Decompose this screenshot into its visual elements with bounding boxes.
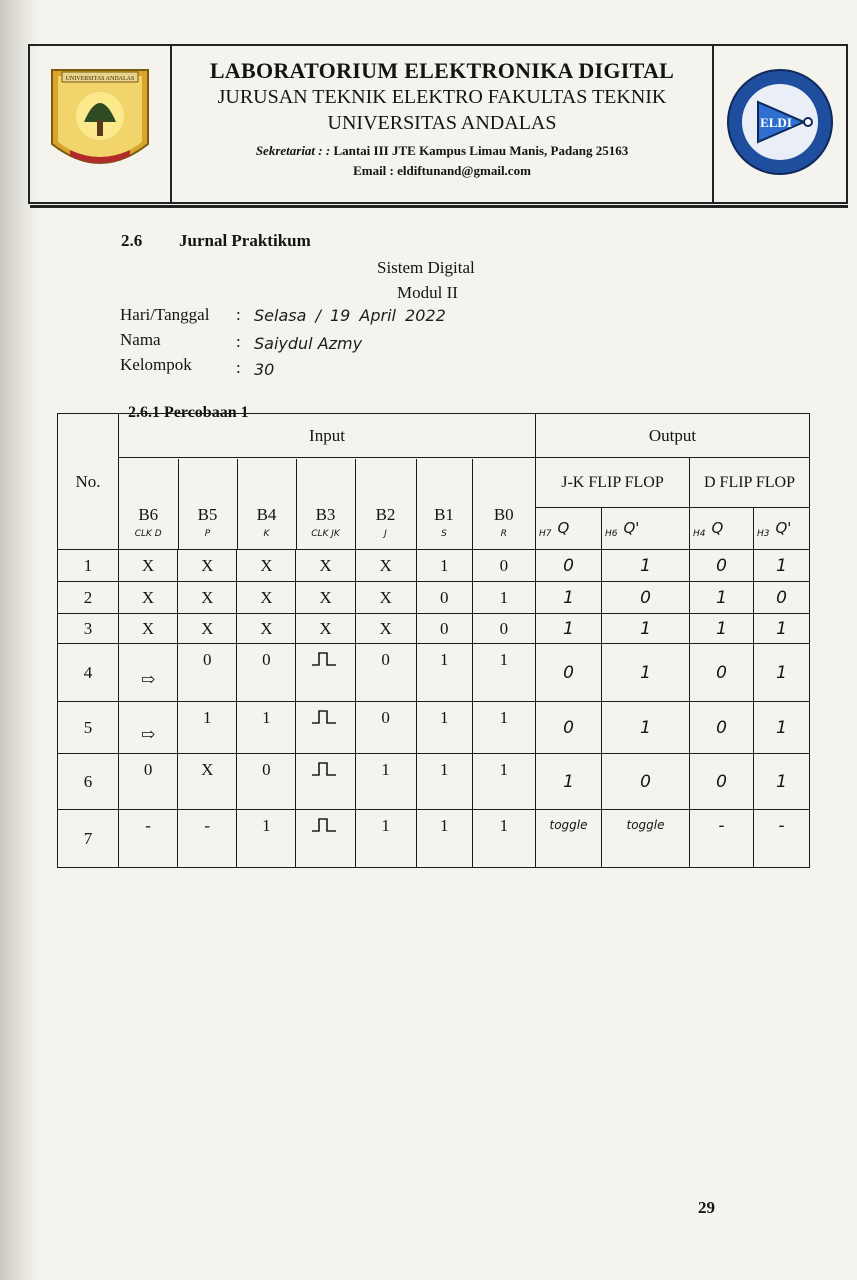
nama-value: Saiydul Azmy [254, 334, 363, 353]
department-name: JURUSAN TEKNIK ELEKTRO FAKULTAS TEKNIK [217, 86, 667, 108]
hari-colon: : [236, 305, 241, 324]
row-number: 7 [58, 810, 119, 868]
email-line: Email : eldiftunand@gmail.com [353, 163, 531, 178]
input-subheader [119, 459, 535, 549]
input-cell: X [119, 550, 178, 582]
nama-label: Nama [120, 330, 161, 349]
input-cell: 1 [472, 644, 535, 702]
input-cell: 0 [237, 754, 296, 810]
output-cell: 0 [690, 702, 754, 754]
input-cell: 1 [472, 702, 535, 754]
input-col-sublabel: S [416, 529, 472, 549]
input-cell: 1 [416, 702, 472, 754]
input-col-header: B1 [416, 459, 472, 529]
kelompok-value: 30 [254, 360, 275, 379]
letterhead [28, 44, 848, 204]
input-cell: X [237, 550, 296, 582]
output-cell: 1 [754, 702, 810, 754]
nama-colon: : [236, 332, 241, 351]
right-logo-label: ELDI [760, 115, 792, 130]
input-cell: 1 [472, 754, 535, 810]
input-col-header: B6 [138, 504, 159, 524]
output-col-header [690, 508, 754, 550]
output-pin-label: H6 [605, 528, 618, 539]
input-cell: 0 [178, 644, 237, 702]
clock-pulse-icon [296, 702, 355, 754]
kelompok-label: Kelompok [120, 355, 192, 374]
clock-pulse-icon [296, 810, 355, 868]
output-cell: 1 [754, 754, 810, 810]
input-cell: X [355, 614, 416, 644]
hari-value: Selasa / 19 April 2022 [254, 306, 446, 325]
output-cell: 0 [754, 582, 810, 614]
page-number: 29 [698, 1198, 715, 1217]
output-col-header [754, 508, 810, 550]
output-cell: 1 [536, 614, 602, 644]
input-cell: X [296, 614, 355, 644]
input-cell: - [119, 810, 178, 868]
address-line [172, 143, 712, 159]
input-cell: 1 [237, 810, 296, 868]
input-col-header: B5 [178, 459, 237, 529]
input-cell: 0 [119, 754, 178, 810]
input-cell: 0 [472, 550, 535, 582]
address-text: Lantai III JTE Kampus Limau Manis, Padang 25163 [333, 143, 629, 158]
header-rule [30, 205, 848, 208]
input-cell: 0 [416, 614, 472, 644]
jk-flipflop-header: J-K FLIP FLOP [536, 458, 690, 508]
output-cell: 1 [690, 614, 754, 644]
input-cell: 0 [416, 582, 472, 614]
output-cell: 0 [602, 754, 690, 810]
output-col-header [602, 508, 690, 550]
input-cell: 1 [416, 644, 472, 702]
output-cell: 1 [602, 614, 690, 644]
output-cell: 0 [536, 550, 602, 582]
input-cell: X [178, 754, 237, 810]
output-cell: 1 [754, 550, 810, 582]
output-col-name: Q' [775, 518, 792, 537]
input-cell: 1 [237, 702, 296, 754]
eldi-logo [724, 66, 836, 178]
output-cell: 1 [754, 644, 810, 702]
row-number: 2 [58, 582, 119, 614]
input-cell: 1 [472, 810, 535, 868]
right-logo-box [712, 46, 846, 202]
rising-edge-arrow-icon: ⇨ [119, 644, 178, 702]
input-cell: X [237, 614, 296, 644]
d-flipflop-header: D FLIP FLOP [690, 458, 810, 508]
input-cell: X [355, 550, 416, 582]
hari-label: Hari/Tanggal [120, 305, 210, 324]
input-cell: X [355, 582, 416, 614]
input-cell: 1 [416, 810, 472, 868]
row-number: 5 [58, 702, 119, 754]
left-logo-label: UNIVERSITAS ANDALAS [65, 76, 135, 82]
output-header: Output [536, 414, 810, 458]
input-columns-header [119, 458, 536, 550]
output-cell: 1 [602, 550, 690, 582]
table-row [58, 810, 810, 868]
input-cell: 1 [355, 754, 416, 810]
input-cell: 1 [178, 702, 237, 754]
input-col-sublabel: CLK JK [296, 529, 355, 549]
table-row [58, 702, 810, 754]
university-name: UNIVERSITAS ANDALAS [327, 112, 557, 134]
output-cell: 1 [602, 702, 690, 754]
output-cell: 1 [536, 582, 602, 614]
section-title: Jurnal Praktikum [179, 231, 311, 250]
input-col-header: B2 [355, 459, 416, 529]
input-col-sublabel: K [237, 529, 296, 549]
output-cell: 0 [690, 754, 754, 810]
output-cell: - [754, 810, 810, 868]
output-pin-label: H4 [693, 528, 706, 539]
universitas-andalas-logo [48, 64, 152, 184]
input-cell: X [178, 550, 237, 582]
subsection-title: 2.6.1 Percobaan 1 [128, 404, 249, 421]
address-label: Sekretariat : : [255, 143, 331, 158]
input-cell: X [178, 614, 237, 644]
input-cell: X [178, 582, 237, 614]
input-col-header: B4 [237, 459, 296, 529]
input-cell: - [178, 810, 237, 868]
table-row [58, 754, 810, 810]
table-row [58, 614, 810, 644]
output-cell: 0 [602, 582, 690, 614]
output-cell: toggle [536, 810, 602, 868]
output-cell: 1 [754, 614, 810, 644]
row-number: 4 [58, 644, 119, 702]
output-cell: 1 [690, 582, 754, 614]
output-cell: 0 [536, 702, 602, 754]
table-row [58, 550, 810, 582]
input-col-header: B3 [296, 459, 355, 529]
output-cell: 0 [690, 550, 754, 582]
input-col-sublabel: CLK D [134, 528, 162, 539]
input-cell: 0 [355, 644, 416, 702]
input-cell: X [296, 582, 355, 614]
input-cell: 0 [237, 644, 296, 702]
row-number: 3 [58, 614, 119, 644]
row-number: 6 [58, 754, 119, 810]
input-cell: 0 [355, 702, 416, 754]
output-col-header [536, 508, 602, 550]
output-cell: - [690, 810, 754, 868]
output-cell: 1 [602, 644, 690, 702]
output-pin-label: H3 [757, 528, 770, 539]
module-title: Modul II [397, 283, 458, 302]
input-header: Input [119, 414, 536, 458]
table-row [58, 582, 810, 614]
output-cell: 0 [690, 644, 754, 702]
clock-pulse-icon [296, 754, 355, 810]
output-cell: toggle [602, 810, 690, 868]
input-cell: X [237, 582, 296, 614]
rising-edge-arrow-icon: ⇨ [119, 702, 178, 754]
input-cell: 0 [472, 614, 535, 644]
table-row [58, 644, 810, 702]
input-cell: 1 [355, 810, 416, 868]
subject-title: Sistem Digital [377, 258, 475, 277]
input-col-header: B0 [472, 459, 535, 529]
output-cell: 1 [536, 754, 602, 810]
no-header: No. [58, 414, 119, 550]
output-col-name: Q' [623, 518, 640, 537]
output-col-name: Q [557, 518, 570, 537]
input-cell: 1 [472, 582, 535, 614]
input-cell: 1 [416, 754, 472, 810]
row-number: 1 [58, 550, 119, 582]
input-col-sublabel: J [355, 529, 416, 549]
lab-name: LABORATORIUM ELEKTRONIKA DIGITAL [209, 58, 675, 83]
input-col-sublabel: P [178, 529, 237, 549]
letterhead-text [172, 46, 712, 202]
input-cell: X [296, 550, 355, 582]
input-cell: 1 [416, 550, 472, 582]
input-cell: X [119, 614, 178, 644]
kelompok-colon: : [236, 358, 241, 377]
input-cell: X [119, 582, 178, 614]
clock-pulse-icon [296, 644, 355, 702]
output-cell: 0 [536, 644, 602, 702]
output-col-name: Q [711, 518, 724, 537]
percobaan-1-table [57, 413, 810, 868]
input-col-sublabel: R [472, 529, 535, 549]
output-pin-label: H7 [539, 528, 552, 539]
section-number: 2.6 [121, 231, 143, 250]
left-logo-box [30, 46, 172, 202]
